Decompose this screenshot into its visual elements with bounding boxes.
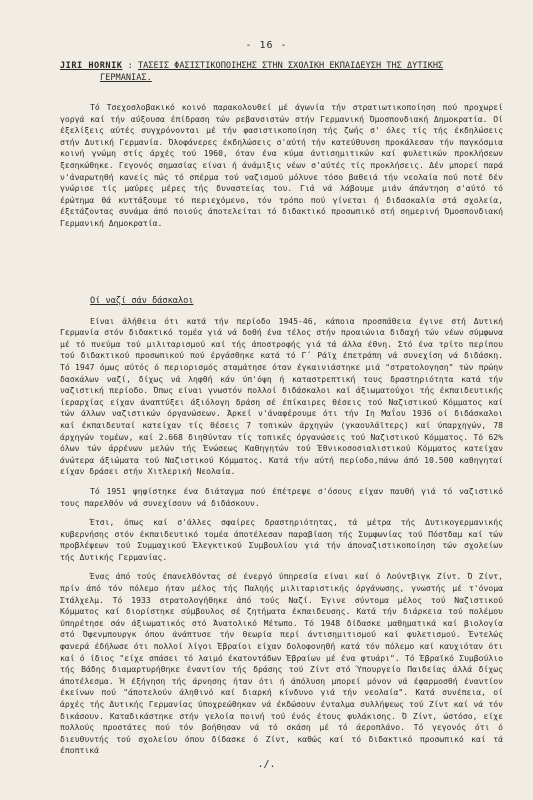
article-title-line2: ΓΕΡΜΑΝΙΑΣ.	[100, 73, 152, 83]
body-paragraph: Τό 1951 ψηφίστηκε ένα διάταγμα πού έπέτρεψε σ'όσους είχαν παυθή γιά τό ναζιστικό τους παρελθόν νά συνεχίσουν νά διδάσκουν.	[60, 485, 503, 508]
continuation-mark: ./.	[257, 759, 276, 770]
intro-section	[60, 102, 503, 238]
title-separator: :	[122, 61, 138, 71]
body-paragraph: Έτσι, όπως καί σ'άλλες σφαίρες δραστηριότητας, τά μέτρα τής Δυτικογερμανικής κυβερνήσης στόν έκπαιδευτικό τομέα άποτέλεσαν παραβίαση τής Συμφωνίας τού Πόστδαμ καί τών προβλέψεων τού Συμμαχικού Έλεγκτικού Συμβουλίου γιά τήν άποναζιστικοποίηση τών σχολείων τής Δυτικής Γερμανίας.	[60, 517, 503, 562]
intro-paragraph: Τό Τσεχοσλοβακικό κοινό παρακολουθεί μέ άγωνία τήν στρατιωτικοποίηση πού προχωρεί γοργά καί τήν αύξουσα έπίδραση τών ρεβανσιστών στήν Γερμανική Όμοσπονδιακή Δημοκρατία. Οί έξελίξεις αύτές συγχρόνονται μέ τήν φασιστικοποίηση τής ζωής σ' όλες τίς τής έκδηλώσεις στήν Δυτική Γερμανία. Όλοφάνερες έκδηλώσεις σ'αύτή τήν κατεύθυνση προκάλεσαν τήν παγκόσμια κοινή γνώμη στίς άρχές τού 1960, όταν ένα κύμα άντισημιτικών καί φυλετικών προκλήσεων ξεσηκώθηκε. Γεγονός σημασίας είναι ή άνάμιξις νέων σ'αύτές τίς προκλήσεις. Δέν μπορεί παρά ν'άναρωτηθή κανείς πώς τό σπέρμα τού ναζισμού μόλυνε τόσο βαθειά τήν νεολαία πού ποτέ δέν γνώρισε τίς μαύρες μέρες τής δυναστείας του. Γιά νά λάβουμε μιάν άπάντηση σ'αύτό τό έρώτημα θά κυττάξουμε τό περιεχόμενο, τόν τρόπο πού γίνεται ή διδασκαλία στά σχολεία, έξετάζοντας συνάμα άπό ποιούς άποτελείται τό διδακτικό προσωπικό στή σημερινή Όμοσπονδιακή Γερμανική Δημοκρατία.	[60, 102, 503, 228]
author-name: JIRI HORNIK	[60, 61, 123, 71]
section-heading: Οί ναζί σάν δάσκαλοι	[90, 296, 194, 306]
teachers-section	[60, 296, 503, 765]
body-paragraph: Ένας άπό τούς έπανελθόντας σέ ένεργό ύπηρεσία είναι καί ό Λούντβιγκ Ζίντ. Ό Ζίντ, πρίν άπό τόν πόλεμο ήταν μέλος τής Παληής μιλιταριστικής όργάνωσης, γνωστής μέ τ'όνομα Στάλχελμ. Τό 1933 στρατολογήθηκε άπό τούς Ναζί. Έγινε σύντομα μέλος τού Ναζιστικού Κόμματος καί διορίστηκε σύμβουλος σέ ζητήματα έκπαιδευσης. Κατά τήν διάρκεια τού πολέμου ύπηρέτησε σάν άξιωματικός στό Άνατολικό Μέτωπο. Τό 1948 δίδασκε μαθηματικά καί βιολογία στό Όφενμπουργκ όπου άνάπτυσε τήν θεωρία περί άντισημιτισμού καί φυλετισμού. Έντελώς φανερά έδήλωσε ότι πολλοί λίγοι Έβραίοι είχαν δολοφονηθή κατά τόν πόλεμο καί καυχιόταν ότι καί ό ίδιος "είχε σπάσει τό λαιμό έκατοντάδων Έβραίων μέ ένα φτυάρι". Τό Έβραϊκό Συμβούλιο τής Βάδης διαμαρτυρήθηκε έναντίον τής δράσης τού Ζίντ στό Ύπουργείο Παιδείας άλλά δίχως άποτέλεσμα. Ή έξήγηση τής άρνησης ήταν ότι ή άπόλυση μπορεί μόνον νά έφαρμοσθή έναντίον έκείνων πού "άποτελούν άληθινό καί διαρκή κίνδυνο γιά τήν νεολαία". Κατά συνέπεια, οί άρχές τής Δυτικής Γερμανίας ύποχρεώθηκαν νά έκδώσουν ένταλμα συλλήψεως τού Ζίντ καί νά τόν δικάσουν. Καταδικάστηκε στήν γελοία ποινή τού ένός έτους φυλάκισης. Ό Ζίντ, ώστόσο, είχε πολλούς προστάτες πού τόν βοήθησαν νά τό σκάση μέ τό άεροπλάνο. Τό γεγονός ότι ό διευθυντής τού σχολείου όπου δίδασκε ό Ζίντ, καθώς καί τό διδακτικό προσωπικό καί τά έποπτικά	[60, 571, 503, 756]
article-header	[60, 60, 503, 84]
article-title-line1: ΤΑΣΕΙΣ ΦΑΣΙΣΤΙΚΟΠΟΙΗΣΗΣ ΣΤΗΝ ΣΧΟΛΙΚΗ ΕΚΠΑΙΔΕΥΣΗ ΤΗΣ ΔΥΤΙΚΗΣ	[137, 61, 444, 71]
page-number: - 16 -	[245, 40, 288, 51]
body-paragraph: Είναι άλήθεια ότι κατά τήν περίοδο 1945-46, κάποια προσπάθεια έγινε στή Δυτική Γερμανία στόν διδακτικό τομέα γιά νά δοθή ένα τέλος στήν προαιώνια διδαχή τών νέων σύμφωνα μέ τό πνεύμα τού μιλιταρισμού καί τής άποστροφής γιά τά άλλα έθνη. Στό ένα τρίτο περίπου τού διδακτικού προσωπικού πού έργάσθηκε κατά τό Γ΄ Ράϊχ έπετράπη νά συνεχίση νά διδάσκη. Τό 1947 όμως αύτός ό περιορισμός σταμάτησε όταν έγκαινιάστηκε μιά "στρατολογηση" τών πρώην δασκάλων ναζί, δίχως νά ληφθή κάν ύπ'όψη ή καταστρεπτική τους δραστηριότητα κατά τήν ναζιστική περίοδο. Όπως είναι γνωστόν πολλοί διδάσκαλοι καί άξιωματούχοι τής έκπαιδευτικής ίεραρχίας είχαν άναπτύξει άξιόλογη δράση σέ έπίκαιρες θέσεις τού Ναζιστικού Κόμματος καί τών άλλων ναζιστικών όργανώσεων. Άρκεί ν'άναφέρουμε ότι τήν Ιη Μαΐου 1936 οί διδάσκαλοι καί έκπαιδευταί κατείχαν τίς θέσεις 7 τοπικών άρχηγών (γκαουλάϊτερς) καί ύπαρχηγών, 78 άρχηγών τομέων, καί 2.668 διηθύνταν τίς τοπικές όργανώσεις τού Ναζιστικού Κόμματος. Τό 62% όλων τών άρρένων μελών τής Ένώσεως Καθηγητών τού Έθνικοσοσιαλιστικού Κόμματος κατείχαν άνώτερα άξιώματα τού Ναζιστικού Κόμματος. Κατά τήν αύτή περίοδο,πάνω άπό 10.500 καθηγηταί είχαν δράσει στήν Χιτλερική Νεολαία.	[60, 315, 503, 477]
